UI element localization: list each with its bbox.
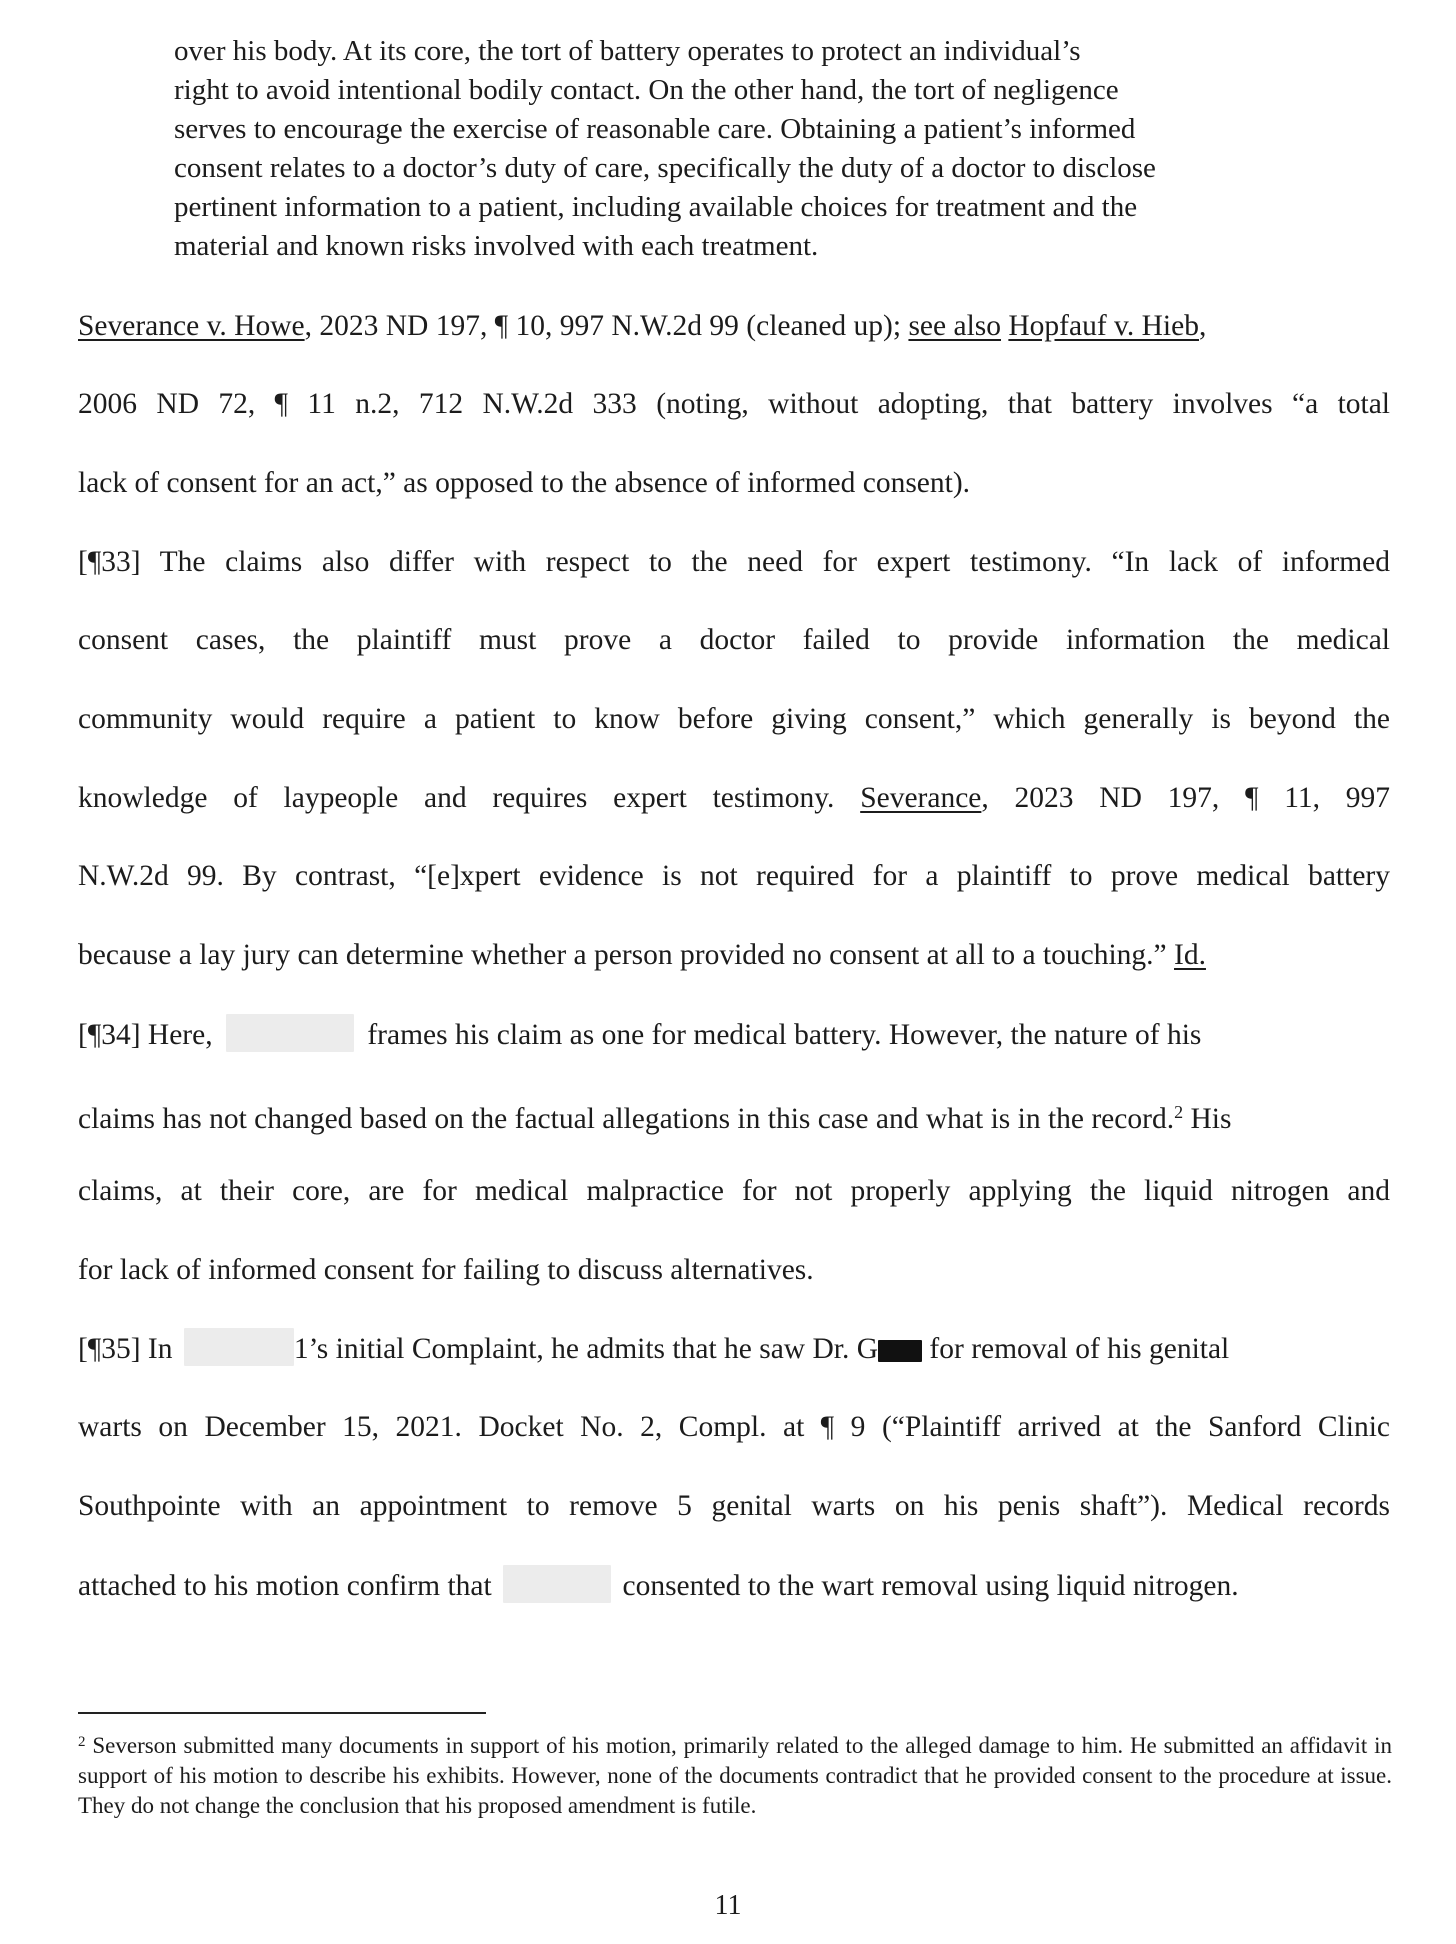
para34-line-1: [¶34] Here, frames his claim as one for medical battery. However, the nature of his xyxy=(78,1014,1390,1054)
id-citation: Id. xyxy=(1174,939,1206,971)
footnote-text: Severson submitted many documents in support of his motion, primarily related to the alleged damage to him. He submitted an affidavit in support of his motion to describe his exhibits. However, none of the documents contradict that he provided consent to the procedure at issue. They do not change the conclusion that his proposed amendment is futile. xyxy=(78,1733,1392,1818)
citation-line-1: Severance v. Howe, 2023 ND 197, ¶ 10, 997 N.W.2d 99 (cleaned up); see also Hopfauf v. Hieb, xyxy=(78,310,1207,342)
case-name-hopfauf: Hopfauf v. Hieb xyxy=(1008,310,1199,342)
para35-line-4: attached to his motion confirm that consented to the wart removal using liquid nitrogen. xyxy=(78,1565,1390,1605)
para33-line-3: community would require a patient to know before giving consent,” which generally is beyond the xyxy=(78,703,1390,735)
redacted-name xyxy=(503,1565,611,1603)
redacted-doctor-name xyxy=(878,1340,922,1362)
para33-line-1: [¶33] The claims also differ with respect to the need for expert testimony. “In lack of informed xyxy=(78,546,1390,578)
citation-line-3: lack of consent for an act,” as opposed to the absence of informed consent). xyxy=(78,467,971,499)
footnote-separator xyxy=(78,1712,486,1714)
redacted-name xyxy=(226,1014,354,1052)
para33-line-6: because a lay jury can determine whether a person provided no consent at all to a touching.” Id. xyxy=(78,939,1206,971)
citation-line-2: 2006 ND 72, ¶ 11 n.2, 712 N.W.2d 333 (noting, without adopting, that battery involves “a total xyxy=(78,388,1390,420)
para35-line-3: Southpointe with an appointment to remove 5 genital warts on his penis shaft”). Medical records xyxy=(78,1490,1390,1522)
quote-line: right to avoid intentional bodily contact. On the other hand, the tort of negligence xyxy=(174,74,1119,106)
para35-line-1: [¶35] In 1’s initial Complaint, he admits that he saw Dr. G for removal of his genital xyxy=(78,1328,1390,1368)
footnote xyxy=(78,1727,1392,1821)
page-number: 11 xyxy=(714,1890,742,1921)
case-name-severance: Severance v. Howe xyxy=(78,310,305,342)
quote-line: serves to encourage the exercise of reasonable care. Obtaining a patient’s informed xyxy=(174,113,1136,145)
quote-line: over his body. At its core, the tort of battery operates to protect an individual’s xyxy=(174,35,1081,67)
case-name-severance: Severance xyxy=(860,782,982,814)
redacted-name xyxy=(184,1328,294,1366)
para33-line-4: knowledge of laypeople and requires expert testimony. Severance, 2023 ND 197, ¶ 11, 997 xyxy=(78,782,1390,814)
para34-line-3: claims, at their core, are for medical malpractice for not properly applying the liquid nitrogen and xyxy=(78,1175,1390,1207)
para34-line-4: for lack of informed consent for failing to discuss alternatives. xyxy=(78,1254,814,1286)
para35-line-2: warts on December 15, 2021. Docket No. 2, Compl. at ¶ 9 (“Plaintiff arrived at the Sanford Clinic xyxy=(78,1411,1390,1443)
quote-line: consent relates to a doctor’s duty of care, specifically the duty of a doctor to disclose xyxy=(174,152,1156,184)
footnote-reference[interactable]: 2 xyxy=(1174,1102,1184,1122)
para34-line-2: claims has not changed based on the factual allegations in this case and what is in the record.$^2$ His xyxy=(78,1102,1232,1135)
quote-line: material and known risks involved with each treatment. xyxy=(174,230,819,262)
quote-line: pertinent information to a patient, including available choices for treatment and the xyxy=(174,191,1138,223)
signal-see-also: see also xyxy=(908,310,1001,342)
para33-line-2: consent cases, the plaintiff must prove a doctor failed to provide information the medical xyxy=(78,624,1390,656)
footnote-marker: 2 xyxy=(78,1734,86,1750)
para33-line-5: N.W.2d 99. By contrast, “[e]xpert evidence is not required for a plaintiff to prove medical battery xyxy=(78,860,1390,892)
